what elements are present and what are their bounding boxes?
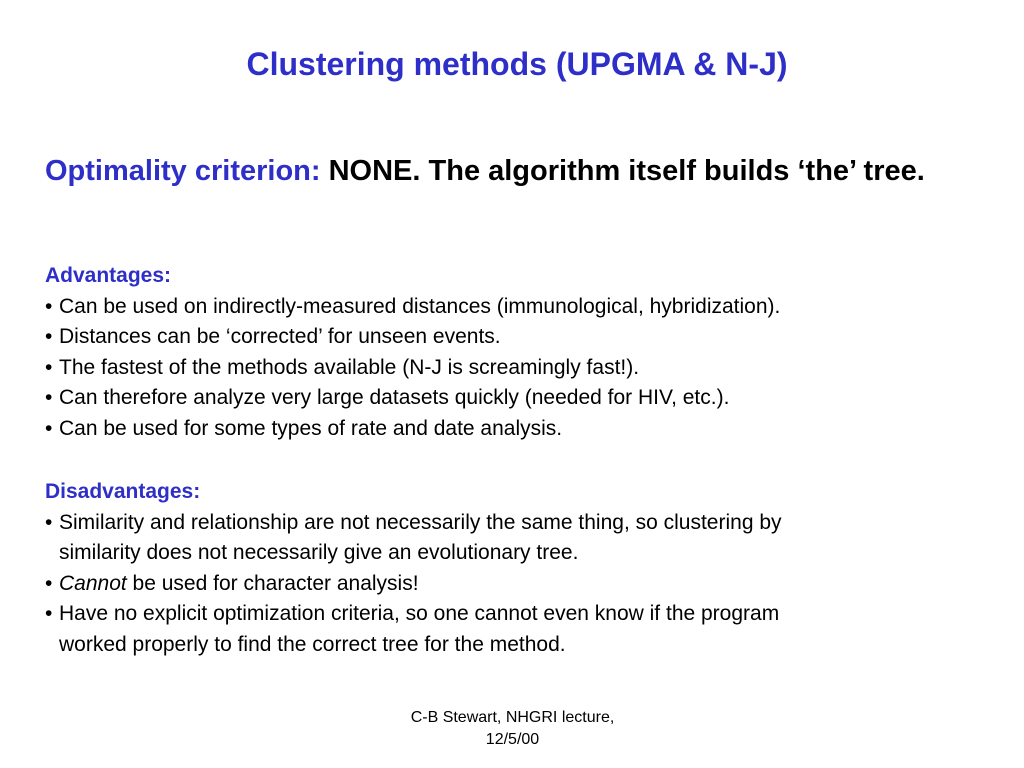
footer-credit: C-B Stewart, NHGRI lecture, (410, 709, 615, 726)
bullet-dot: • (45, 386, 53, 409)
advantage-text: The fastest of the methods available (N-J is screamingly fast!). (59, 355, 640, 379)
disadvantage-text: be used for character analysis! (126, 571, 419, 595)
bullet-dot: • (45, 510, 53, 534)
footer-date: 12/5/00 (485, 731, 540, 748)
advantages-section (45, 261, 1005, 444)
slide-title: Clustering methods (UPGMA & N-J) (246, 46, 788, 82)
criterion-label: Optimality criterion: (45, 155, 321, 187)
disadvantage-text-continued: similarity does not necessarily give an evolutionary tree. (59, 541, 579, 564)
disadvantage-text: Similarity and relationship are not necessarily the same thing, so clustering by (59, 510, 782, 534)
bullet-dot: • (45, 602, 53, 625)
slide-footer (360, 707, 665, 751)
disadvantage-emphasis: Cannot (59, 571, 127, 595)
advantage-item (45, 383, 1005, 414)
disadvantage-item (45, 508, 1005, 569)
disadvantage-text-continued: worked properly to find the correct tree for the method. (59, 632, 566, 656)
disadvantages-heading: Disadvantages: (45, 480, 201, 503)
advantage-text: Can be used on indirectly-measured distances (immunological, hybridization). (59, 294, 781, 318)
bullet-dot: • (45, 325, 53, 348)
advantage-text: Can therefore analyze very large datasets quickly (needed for HIV, etc.). (59, 386, 730, 409)
advantage-item (45, 353, 1005, 384)
disadvantage-item (45, 569, 1005, 600)
advantage-text: Distances can be ‘corrected’ for unseen events. (59, 325, 501, 348)
advantage-item (45, 292, 1005, 323)
optimality-criterion (45, 150, 1005, 192)
bullet-dot: • (45, 355, 53, 379)
advantage-item (45, 322, 1005, 353)
bullet-dot: • (45, 294, 53, 318)
advantages-heading: Advantages: (45, 264, 172, 287)
disadvantage-text: Have no explicit optimization criteria, so one cannot even know if the program (59, 602, 780, 625)
advantage-text: Can be used for some types of rate and date analysis. (59, 416, 563, 440)
disadvantages-section (45, 477, 1005, 660)
bullet-dot: • (45, 416, 53, 440)
disadvantage-item (45, 599, 1005, 660)
advantage-item (45, 414, 1005, 445)
bullet-dot: • (45, 571, 53, 595)
criterion-value: NONE. The algorithm itself builds ‘the’ tree. (328, 155, 925, 187)
